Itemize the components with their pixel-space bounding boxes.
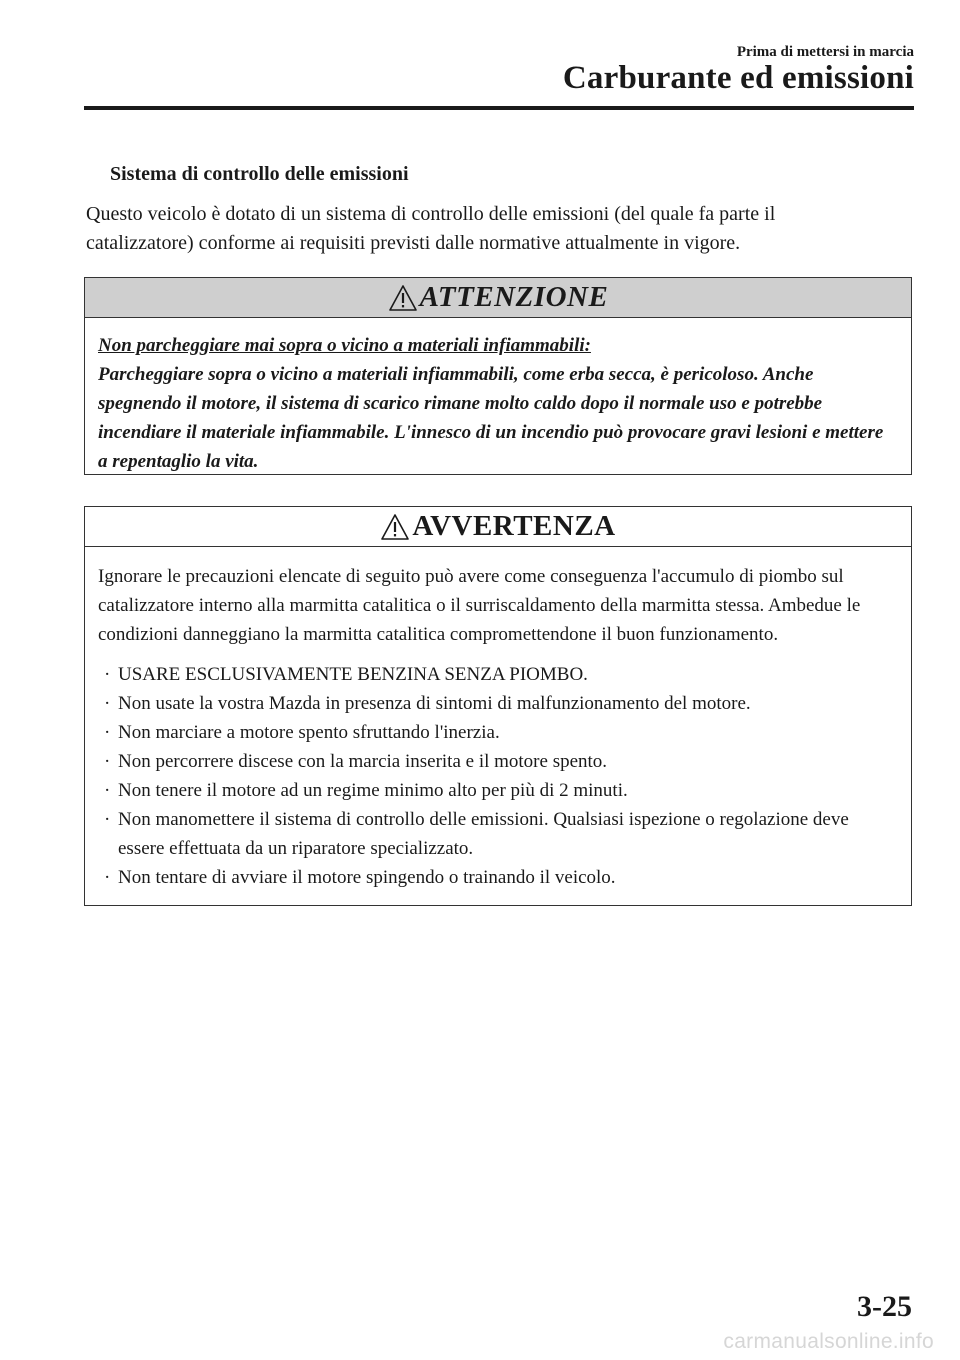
bullet-dot-icon: · (104, 780, 111, 801)
section-intro-paragraph: Questo veicolo è dotato di un sistema di controllo delle emissioni (del quale fa parte il catalizzatore) conforme ai requisiti previsti dalle normative attualmente in vigore. (86, 203, 776, 254)
page-number: 3-25 (857, 1290, 912, 1323)
list-item: · USARE ESCLUSIVAMENTE BENZINA SENZA PIOMBO. (98, 660, 897, 689)
bullet-dot-icon: · (104, 664, 111, 685)
attenzione-title: ATTENZIONE (419, 281, 609, 313)
attenzione-lead: Non parcheggiare mai sopra o vicino a materiali infiammabili: (98, 335, 591, 356)
bullet-dot-icon: · (104, 693, 111, 714)
bullet-dot-icon: · (104, 722, 111, 743)
attenzione-text: Parcheggiare sopra o vicino a materiali infiammabili, come erba secca, è pericoloso. Anche spegnendo il motore, il sistema di scarico rimane molto caldo dopo il normale uso e potrebbe incendiare il materiale infiammabile. L'innesco di un incendio può provocare gravi lesioni e mettere a repentaglio la vita. (98, 364, 884, 472)
watermark: carmanualsonline.info (723, 1330, 934, 1353)
header-rule (84, 106, 914, 110)
list-item: · Non manomettere il sistema di controllo delle emissioni. Qualsiasi ispezione o regolazione deve essere effettuata da un riparatore specializzato. (98, 805, 897, 863)
avvertenza-box (84, 506, 912, 906)
running-header-section: Prima di mettersi in marcia (736, 44, 914, 60)
avvertenza-body (85, 547, 911, 892)
warning-triangle-icon (380, 513, 410, 541)
attenzione-header (85, 278, 911, 318)
bullet-dot-icon: · (104, 809, 111, 830)
list-item: · Non marciare a motore spento sfruttando l'inerzia. (98, 718, 897, 747)
bullet-dot-icon: · (104, 867, 111, 888)
section-heading: Sistema di controllo delle emissioni (110, 163, 409, 185)
bullet-dot-icon: · (104, 751, 111, 772)
attenzione-box (84, 277, 912, 475)
list-item: · Non percorrere discese con la marcia inserita e il motore spento. (98, 747, 897, 776)
avvertenza-title: AVVERTENZA (412, 510, 616, 542)
list-item: · Non tentare di avviare il motore spingendo o trainando il veicolo. (98, 863, 897, 892)
attenzione-body (85, 318, 911, 476)
warning-triangle-icon (388, 284, 418, 312)
avvertenza-header (85, 507, 911, 547)
list-item: · Non tenere il motore ad un regime minimo alto per più di 2 minuti. (98, 776, 897, 805)
running-header-title: Carburante ed emissioni (562, 60, 914, 96)
avvertenza-intro: Ignorare le precauzioni elencate di seguito può avere come conseguenza l'accumulo di piombo sul catalizzatore interno alla marmitta catalitica o il surriscaldamento della marmitta stessa. Ambedue le condizioni danneggiano la marmitta catalitica compromettendone il buon funzionamento. (98, 566, 861, 645)
avvertenza-bullet-list (98, 660, 897, 892)
list-item: · Non usate la vostra Mazda in presenza di sintomi di malfunzionamento del motore. (98, 689, 897, 718)
